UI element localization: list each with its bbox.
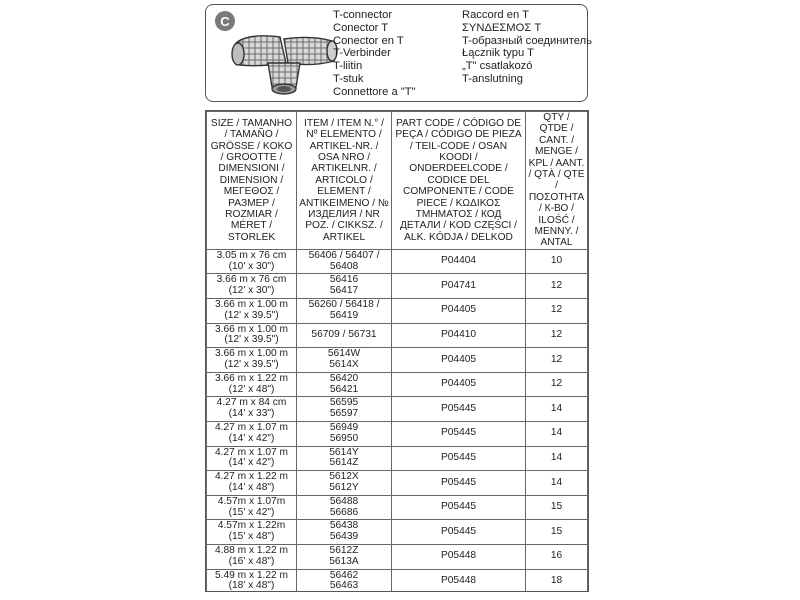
qty-cell: 14 xyxy=(526,397,588,422)
connector-names-left xyxy=(333,9,416,99)
item-number: 5612Y xyxy=(329,482,359,494)
size-column-header: SIZE / TAMANHO / TAMAÑO / GRÖSSE / KOKO / GROOTTE / DIMENSIONI / DIMENSION / ΜΕΓΕΘΟΣ / РАЗМЕР / ROZMIAR / MÉRET / STORLEK xyxy=(207,112,297,250)
item-cell xyxy=(297,545,392,570)
table-row xyxy=(207,569,588,592)
item-cell xyxy=(297,323,392,348)
connector-name: T-образный соединитель xyxy=(462,34,592,47)
size-metric: 5.49 m x 1.22 m xyxy=(214,569,289,581)
connector-name: „T" csatlakozó xyxy=(462,60,533,73)
item-number: 56595 xyxy=(329,397,359,409)
part-code-cell: P05445 xyxy=(392,495,526,520)
table-row xyxy=(207,520,588,545)
part-letter-badge: C xyxy=(215,11,235,31)
size-metric: 3.66 m x 1.00 m xyxy=(214,348,289,360)
item-number: 5614Z xyxy=(329,457,359,469)
qty-cell: 12 xyxy=(526,372,588,397)
part-code-cell: P04410 xyxy=(392,323,526,348)
item-cell xyxy=(297,397,392,422)
item-number: 56421 xyxy=(329,383,359,395)
item-cell xyxy=(297,446,392,471)
part-header xyxy=(205,4,592,102)
table-row xyxy=(207,348,588,373)
item-number: 56438 xyxy=(329,520,359,532)
item-number: 56488 xyxy=(329,495,359,507)
qty-cell: 15 xyxy=(526,495,588,520)
table-body xyxy=(207,249,588,592)
size-cell xyxy=(207,274,297,299)
item-number: 5614X xyxy=(329,359,359,371)
item-number: 56686 xyxy=(329,506,359,518)
connector-names-right xyxy=(462,9,592,86)
part-code-cell: P05445 xyxy=(392,520,526,545)
connector-name: ΣΥΝΔΕΣΜΟΣ T xyxy=(462,21,542,34)
qty-cell: 14 xyxy=(526,446,588,471)
table-row xyxy=(207,299,588,324)
t-connector-illustration-icon xyxy=(228,21,338,99)
size-imperial: (15' x 42") xyxy=(228,506,275,518)
part-code-cell: P05445 xyxy=(392,471,526,496)
item-number: 5614Y xyxy=(329,446,359,458)
qty-cell: 15 xyxy=(526,520,588,545)
table-row xyxy=(207,274,588,299)
item-number: 56439 xyxy=(329,531,359,543)
size-cell xyxy=(207,495,297,520)
size-metric: 3.66 m x 1.22 m xyxy=(214,372,289,384)
table-row xyxy=(207,323,588,348)
item-cell xyxy=(297,274,392,299)
qty-cell: 16 xyxy=(526,545,588,570)
item-cell xyxy=(297,569,392,592)
item-number: 56462 xyxy=(329,569,359,581)
size-imperial: (10' x 30") xyxy=(228,260,275,272)
part-code-cell: P04405 xyxy=(392,372,526,397)
connector-name: Conector T xyxy=(333,21,389,34)
size-imperial: (18' x 48") xyxy=(228,580,275,592)
size-metric: 3.66 m x 1.00 m xyxy=(214,323,289,335)
size-metric: 4.27 m x 1.07 m xyxy=(214,446,289,458)
item-cell xyxy=(297,348,392,373)
table-row xyxy=(207,422,588,447)
table-row xyxy=(207,372,588,397)
table-row xyxy=(207,495,588,520)
size-metric: 3.66 m x 1.00 m xyxy=(214,299,289,311)
connector-name: T-anslutning xyxy=(462,72,523,85)
size-imperial: (12' x 39.5") xyxy=(224,359,279,371)
size-imperial: (15' x 48") xyxy=(228,531,275,543)
size-metric: 4.57m x 1.22m xyxy=(217,520,286,532)
connector-name: T-liitin xyxy=(333,60,363,73)
item-number: 56949 xyxy=(329,422,359,434)
table-row xyxy=(207,446,588,471)
qty-column-header: QTY / QTDE / CANT. / MENGE / KPL / AANT. / QTÀ / QTE / ΠΟΣΟΤΗΤΑ / К-ВО / ILOŚĆ / MENNY. / ANTAL xyxy=(526,112,588,250)
size-imperial: (12' x 30") xyxy=(228,285,275,297)
item-number: 56416 xyxy=(329,274,359,286)
part-code-cell: P04405 xyxy=(392,299,526,324)
connector-name: T-connector xyxy=(333,9,393,21)
part-code-cell: P05445 xyxy=(392,397,526,422)
part-code-cell: P05448 xyxy=(392,569,526,592)
connector-name: Raccord en T xyxy=(462,9,529,21)
qty-cell: 12 xyxy=(526,323,588,348)
size-imperial: (14' x 48") xyxy=(228,482,275,494)
qty-cell: 12 xyxy=(526,348,588,373)
item-cell xyxy=(297,471,392,496)
part-code-column-header: PART CODE / CÓDIGO DE PEÇA / CÓDIGO DE PIEZA / TEIL-CODE / OSAN KOODI / ONDERDEELCODE / CODICE DEL COMPONENTE / CODE PIECE / ΚΩΔΙΚΟΣ ΤΜΗΜΑΤΟΣ / КОД ДЕТАЛИ / KOD CZĘŚCI / ALK. KÓDJA / DELKOD xyxy=(392,112,526,250)
qty-cell: 18 xyxy=(526,569,588,592)
size-cell xyxy=(207,569,297,592)
size-cell xyxy=(207,299,297,324)
size-imperial: (12' x 39.5") xyxy=(224,334,279,346)
part-code-cell: P04404 xyxy=(392,249,526,274)
item-number: 56709 / 56731 xyxy=(311,329,377,341)
table-header-row xyxy=(207,112,588,250)
part-code-cell: P05448 xyxy=(392,545,526,570)
item-number: 56417 xyxy=(329,285,359,297)
qty-cell: 12 xyxy=(526,299,588,324)
part-code-cell: P04741 xyxy=(392,274,526,299)
item-cell xyxy=(297,495,392,520)
size-cell xyxy=(207,520,297,545)
size-cell xyxy=(207,372,297,397)
connector-name: T-Verbinder xyxy=(333,47,391,60)
size-imperial: (12' x 39.5") xyxy=(224,309,279,321)
item-number: 5613A xyxy=(329,555,359,567)
item-cell xyxy=(297,249,392,274)
size-cell xyxy=(207,397,297,422)
item-number: 56420 xyxy=(329,372,359,384)
connector-name: T-stuk xyxy=(333,72,364,85)
part-code-cell: P05445 xyxy=(392,446,526,471)
size-metric: 4.88 m x 1.22 m xyxy=(214,545,289,556)
size-imperial: (16' x 48") xyxy=(228,555,275,567)
connector-name: Łącznik typu T xyxy=(462,47,534,60)
size-cell xyxy=(207,323,297,348)
parts-table-container xyxy=(205,110,589,592)
item-cell xyxy=(297,422,392,447)
item-number: 56260 / 56418 / xyxy=(308,299,380,311)
size-cell xyxy=(207,545,297,570)
item-number: 56408 xyxy=(329,260,359,272)
table-row xyxy=(207,545,588,570)
item-number: 56463 xyxy=(329,580,359,592)
size-metric: 4.27 m x 1.07 m xyxy=(214,422,289,434)
item-cell xyxy=(297,299,392,324)
size-metric: 4.27 m x 1.22 m xyxy=(214,471,289,483)
size-metric: 3.66 m x 76 cm xyxy=(216,274,287,286)
parts-table xyxy=(206,111,588,592)
part-code-cell: P05445 xyxy=(392,422,526,447)
qty-cell: 10 xyxy=(526,249,588,274)
qty-cell: 14 xyxy=(526,471,588,496)
table-row xyxy=(207,397,588,422)
size-cell xyxy=(207,249,297,274)
item-number: 56950 xyxy=(329,432,359,444)
connector-name: Connettore a "T" xyxy=(333,85,416,98)
size-imperial: (14' x 42") xyxy=(228,432,275,444)
size-cell xyxy=(207,446,297,471)
size-cell xyxy=(207,348,297,373)
size-imperial: (14' x 42") xyxy=(228,457,275,469)
item-number: 56406 / 56407 / xyxy=(308,249,380,261)
connector-name: Conector en T xyxy=(333,34,404,47)
size-imperial: (12' x 48") xyxy=(228,383,275,395)
item-number: 5612X xyxy=(329,471,359,483)
size-imperial: (14' x 33") xyxy=(228,408,275,420)
item-number: 5614W xyxy=(327,348,361,360)
item-number: 56597 xyxy=(329,408,359,420)
size-cell xyxy=(207,471,297,496)
item-number: 5612Z xyxy=(329,545,359,556)
table-row xyxy=(207,249,588,274)
size-metric: 4.57m x 1.07m xyxy=(217,495,286,507)
part-code-cell: P04405 xyxy=(392,348,526,373)
qty-cell: 12 xyxy=(526,274,588,299)
size-cell xyxy=(207,422,297,447)
item-cell xyxy=(297,520,392,545)
item-column-header: ITEM / ITEM N.° / Nº ELEMENTO / ARTIKEL-NR. / OSA NRO / ARTIKELNR. / ARTICOLO / ELEMENT / ΑΝΤΙΚΕΙΜΕΝΟ / № ИЗДЕЛИЯ / NR POZ. / CIKKSZ. / ARTIKEL xyxy=(297,112,392,250)
item-number: 56419 xyxy=(329,309,359,321)
size-metric: 4.27 m x 84 cm xyxy=(216,397,287,409)
table-row xyxy=(207,471,588,496)
item-cell xyxy=(297,372,392,397)
size-metric: 3.05 m x 76 cm xyxy=(216,249,287,261)
qty-cell: 14 xyxy=(526,422,588,447)
